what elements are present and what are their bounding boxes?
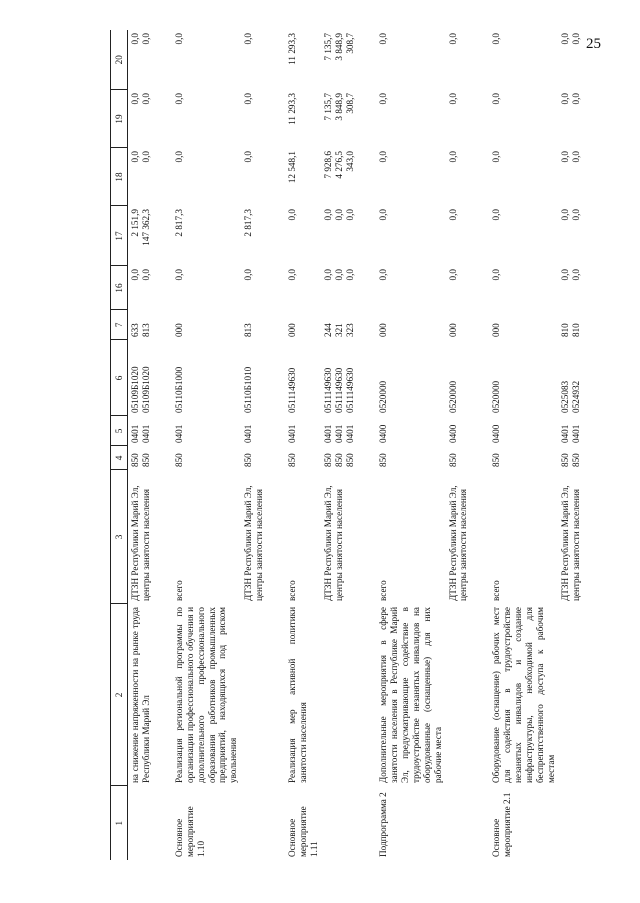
activity-name-cell: Дополнительные мероприятия в сфере занятости населения в Республике Марий Эл, предусматривающие содействие в трудоустройстве незанятых инвалидов на оборудованные (оснащенные) для них рабочие места — [378, 607, 443, 783]
amount-value: 308,7 — [345, 33, 356, 54]
amount-cell — [154, 206, 241, 266]
activity-code-cell — [446, 786, 472, 860]
col-header: 3 — [111, 470, 128, 604]
activity-name-cell — [241, 604, 267, 786]
budget-code-cell — [321, 340, 358, 416]
amount-value: 3 848,9 — [334, 33, 345, 61]
amount-value: 0,0 — [378, 269, 389, 281]
budget-code-cell — [267, 340, 322, 416]
amount-value: 0,0 — [334, 209, 345, 221]
amount-cell — [558, 206, 584, 266]
amount-value: 0,0 — [174, 93, 184, 105]
budget-code-cell — [358, 310, 445, 340]
col-header: 6 — [111, 340, 128, 416]
amount-value: 0,0 — [334, 269, 345, 281]
code-value: 0511149630 — [323, 367, 334, 413]
code-value: 0401 — [560, 424, 571, 443]
code-value: 0401 — [130, 424, 140, 443]
code-value: 850 — [174, 453, 184, 467]
amount-value: 0,0 — [130, 269, 140, 281]
amount-value: 0,0 — [571, 93, 582, 105]
amount-cell — [446, 30, 472, 90]
col-header: 20 — [111, 30, 128, 90]
col-header: 7 — [111, 310, 128, 340]
amount-value: 0,0 — [560, 269, 571, 281]
amount-cell — [358, 266, 445, 310]
activity-code-cell — [241, 786, 267, 860]
budget-code-cell — [358, 416, 445, 446]
amount-cell — [358, 90, 445, 148]
code-value: 0511149630 — [334, 367, 345, 413]
amount-value: 0,0 — [345, 209, 356, 221]
amount-value: 7 135,7 — [323, 93, 334, 121]
budget-table — [110, 30, 584, 860]
code-value: 0401 — [323, 424, 334, 443]
budget-code-cell — [558, 446, 584, 470]
budget-code-cell — [154, 310, 241, 340]
table-row — [321, 30, 358, 860]
amount-value: 7 135,7 — [323, 33, 334, 61]
activity-name-cell — [558, 604, 584, 786]
budget-code-cell — [358, 340, 445, 416]
amount-cell — [558, 148, 584, 206]
amount-value: 0,0 — [141, 269, 151, 281]
amount-cell — [267, 206, 322, 266]
col-header: 5 — [111, 416, 128, 446]
code-value: 850 — [378, 453, 389, 467]
amount-value: 11 293,3 — [286, 93, 297, 125]
amount-value: 0,0 — [378, 33, 389, 45]
code-value: 850 — [571, 453, 582, 467]
amount-value: 0,0 — [378, 93, 389, 105]
table-row — [446, 30, 472, 860]
table-row — [267, 30, 322, 860]
table-row — [358, 30, 445, 860]
rotated-table-container — [110, 30, 630, 860]
amount-cell — [558, 90, 584, 148]
amount-value: 0,0 — [571, 33, 582, 45]
budget-code-cell — [154, 416, 241, 446]
amount-value: 0,0 — [560, 209, 571, 221]
code-value: 850 — [560, 453, 571, 467]
amount-cell — [154, 30, 241, 90]
amount-cell — [321, 266, 358, 310]
activity-code-cell: Основное мероприятие 2.1 — [491, 792, 513, 857]
code-value: 05110Б1010 — [243, 366, 254, 413]
amount-value: 0,0 — [447, 93, 458, 105]
amount-value: 0,0 — [243, 93, 254, 105]
col-header: 19 — [111, 90, 128, 148]
amount-value: 0,0 — [378, 151, 389, 163]
code-value: 000 — [286, 323, 297, 337]
code-value: 0520000 — [491, 380, 502, 413]
code-value: 0400 — [447, 424, 458, 443]
code-value: 810 — [560, 323, 571, 337]
budget-code-cell — [154, 340, 241, 416]
activity-code-cell: Основное мероприятие 1.10 — [174, 806, 206, 857]
code-value: 850 — [130, 453, 140, 467]
budget-code-cell — [446, 416, 472, 446]
amount-value: 0,0 — [323, 269, 334, 281]
amount-value: 0,0 — [447, 151, 458, 163]
activity-name-cell — [446, 604, 472, 786]
code-value: 850 — [447, 453, 458, 467]
activity-name-cell: на снижение напряженности на рынке труда Республики Марий Эл — [130, 607, 151, 783]
amount-cell — [358, 30, 445, 90]
budget-code-cell — [241, 446, 267, 470]
amount-value: 0,0 — [571, 269, 582, 281]
responsible-cell: ДТЗН Республики Марий Эл, центры занятости населения — [323, 485, 345, 601]
budget-code-cell — [321, 446, 358, 470]
amount-cell — [154, 90, 241, 148]
activity-name-cell: Реализация мер активной политики занятости населения — [286, 607, 308, 783]
budget-code-cell — [446, 310, 472, 340]
amount-cell — [321, 148, 358, 206]
amount-value: 147 362,3 — [141, 209, 151, 246]
amount-value: 0,0 — [491, 93, 502, 105]
code-value: 0520000 — [447, 380, 458, 413]
code-value: 0525083 — [560, 380, 571, 413]
activity-code-cell — [558, 786, 584, 860]
amount-value: 4 276,5 — [334, 151, 345, 179]
col-header: 16 — [111, 266, 128, 310]
amount-value: 0,0 — [243, 151, 254, 163]
amount-cell — [446, 266, 472, 310]
amount-cell — [446, 148, 472, 206]
code-value: 850 — [286, 453, 297, 467]
amount-cell — [128, 30, 155, 90]
code-value: 321 — [334, 323, 345, 337]
code-value: 000 — [378, 323, 389, 337]
amount-cell — [471, 148, 558, 206]
budget-code-cell — [128, 416, 155, 446]
amount-cell — [267, 148, 322, 206]
code-value: 000 — [447, 323, 458, 337]
activity-code-cell: Подпрограмма 2 — [378, 792, 389, 857]
code-value: 0400 — [491, 424, 502, 443]
code-value: 850 — [491, 453, 502, 467]
code-value: 000 — [491, 323, 502, 337]
amount-value: 308,7 — [345, 93, 356, 114]
budget-code-cell — [558, 416, 584, 446]
activity-code-cell — [321, 786, 358, 860]
code-value: 0511149630 — [286, 367, 297, 413]
table-row — [471, 30, 558, 860]
amount-value: 0,0 — [560, 33, 571, 45]
responsible-cell: ДТЗН Республики Марий Эл, центры занятости населения — [447, 485, 469, 601]
amount-cell — [558, 266, 584, 310]
col-header: 17 — [111, 206, 128, 266]
amount-value: 0,0 — [560, 151, 571, 163]
code-value: 0401 — [243, 424, 254, 443]
amount-value: 11 293,3 — [286, 33, 297, 65]
code-value: 0401 — [141, 424, 151, 443]
header-row — [111, 30, 128, 860]
amount-cell — [154, 148, 241, 206]
amount-cell — [558, 30, 584, 90]
code-value: 323 — [345, 323, 356, 337]
amount-value: 0,0 — [174, 269, 184, 281]
amount-value: 3 848,9 — [334, 93, 345, 121]
budget-code-cell — [128, 340, 155, 416]
amount-cell — [267, 266, 322, 310]
col-header: 18 — [111, 148, 128, 206]
code-value: 05109Б1020 — [130, 366, 140, 413]
code-value: 0520000 — [378, 380, 389, 413]
amount-cell — [241, 206, 267, 266]
activity-code-cell: Основное мероприятие 1.11 — [286, 806, 319, 857]
budget-code-cell — [267, 446, 322, 470]
budget-code-cell — [241, 310, 267, 340]
budget-code-cell — [241, 340, 267, 416]
budget-code-cell — [471, 416, 558, 446]
col-header: 4 — [111, 446, 128, 470]
code-value: 850 — [243, 453, 254, 467]
amount-cell — [267, 30, 322, 90]
amount-cell — [321, 30, 358, 90]
activity-name-cell: Реализация региональной программы по организации профессионального обучения и дополнительного профессионального образования работников промышленных предприятий, находящихся под риском увольнения — [174, 607, 239, 783]
amount-value: 0,0 — [286, 269, 297, 281]
budget-code-cell — [267, 310, 322, 340]
amount-cell — [321, 90, 358, 148]
amount-value: 0,0 — [130, 33, 140, 45]
table-row — [558, 30, 584, 860]
amount-cell — [128, 90, 155, 148]
amount-cell — [154, 266, 241, 310]
budget-code-cell — [471, 340, 558, 416]
amount-value: 12 548,1 — [286, 151, 297, 184]
budget-code-cell — [321, 310, 358, 340]
code-value: 244 — [323, 323, 334, 337]
responsible-cell: всего — [491, 580, 502, 601]
amount-value: 0,0 — [174, 151, 184, 163]
code-value: 813 — [141, 323, 151, 337]
amount-cell — [241, 148, 267, 206]
responsible-cell: всего — [378, 580, 389, 601]
amount-value: 0,0 — [286, 209, 297, 221]
amount-cell — [471, 90, 558, 148]
budget-code-cell — [267, 416, 322, 446]
code-value: 000 — [174, 323, 184, 337]
code-value: 0524932 — [571, 380, 582, 413]
amount-cell — [446, 90, 472, 148]
responsible-cell: всего — [174, 580, 184, 601]
code-value: 813 — [243, 323, 254, 337]
budget-code-cell — [358, 446, 445, 470]
code-value: 0401 — [345, 424, 356, 443]
col-header: 2 — [111, 604, 128, 786]
amount-value: 0,0 — [130, 93, 140, 105]
budget-code-cell — [446, 340, 472, 416]
amount-value: 0,0 — [571, 151, 582, 163]
amount-value: 0,0 — [447, 209, 458, 221]
amount-value: 0,0 — [130, 151, 140, 163]
amount-value: 0,0 — [141, 33, 151, 45]
amount-value: 2 817,3 — [243, 209, 254, 237]
amount-value: 343,0 — [345, 151, 356, 172]
amount-value: 0,0 — [243, 269, 254, 281]
code-value: 850 — [334, 453, 345, 467]
amount-value: 0,0 — [378, 209, 389, 221]
amount-value: 0,0 — [571, 209, 582, 221]
amount-cell — [128, 148, 155, 206]
budget-code-cell — [558, 310, 584, 340]
amount-value: 0,0 — [491, 209, 502, 221]
amount-value: 0,0 — [323, 209, 334, 221]
code-value: 810 — [571, 323, 582, 337]
budget-code-cell — [321, 416, 358, 446]
table-row — [154, 30, 241, 860]
table-row — [241, 30, 267, 860]
code-value: 0401 — [174, 424, 184, 443]
code-value: 0400 — [378, 424, 389, 443]
code-value: 0511149630 — [345, 367, 356, 413]
code-value: 05109Б1020 — [141, 366, 151, 413]
amount-value: 0,0 — [174, 33, 184, 45]
col-header: 1 — [111, 786, 128, 860]
page-number: 25 — [586, 36, 601, 52]
code-value: 0401 — [286, 424, 297, 443]
code-value: 0401 — [571, 424, 582, 443]
amount-value: 0,0 — [141, 93, 151, 105]
budget-code-cell — [558, 340, 584, 416]
amount-cell — [128, 206, 155, 266]
amount-value: 0,0 — [447, 33, 458, 45]
amount-value: 0,0 — [560, 93, 571, 105]
table-row — [128, 30, 155, 860]
amount-value: 0,0 — [491, 269, 502, 281]
code-value: 850 — [141, 453, 151, 467]
amount-value: 0,0 — [491, 151, 502, 163]
code-value: 850 — [323, 453, 334, 467]
responsible-cell: всего — [286, 580, 297, 601]
budget-code-cell — [128, 446, 155, 470]
responsible-cell: ДТЗН Республики Марий Эл, центры занятости населения — [243, 485, 265, 601]
amount-value: 0,0 — [243, 33, 254, 45]
amount-cell — [321, 206, 358, 266]
budget-code-cell — [471, 446, 558, 470]
budget-code-cell — [446, 446, 472, 470]
amount-value: 2 151,9 — [130, 209, 140, 237]
amount-cell — [241, 266, 267, 310]
table-header — [111, 30, 128, 860]
activity-code-cell — [128, 786, 155, 860]
table-body — [128, 30, 585, 860]
amount-cell — [358, 206, 445, 266]
amount-value: 0,0 — [345, 269, 356, 281]
amount-value: 0,0 — [447, 269, 458, 281]
amount-cell — [267, 90, 322, 148]
activity-name-cell — [321, 604, 358, 786]
amount-cell — [446, 206, 472, 266]
amount-cell — [241, 30, 267, 90]
amount-cell — [471, 266, 558, 310]
budget-code-cell — [241, 416, 267, 446]
code-value: 05110Б1000 — [174, 366, 184, 413]
amount-value: 0,0 — [141, 151, 151, 163]
amount-cell — [241, 90, 267, 148]
activity-name-cell: Оборудование (оснащение) рабочих мест для содействия в трудоустройстве незанятых инвалидов и создание инфраструктуры, необходимой для беспрепятственного доступа к рабочим местам — [491, 607, 556, 783]
code-value: 0401 — [334, 424, 345, 443]
responsible-cell: ДТЗН Республики Марий Эл, центры занятости населения — [130, 485, 151, 601]
budget-code-cell — [154, 446, 241, 470]
amount-cell — [358, 148, 445, 206]
amount-cell — [128, 266, 155, 310]
code-value: 850 — [345, 453, 356, 467]
amount-value: 7 928,6 — [323, 151, 334, 179]
amount-value: 0,0 — [491, 33, 502, 45]
amount-cell — [471, 206, 558, 266]
amount-cell — [471, 30, 558, 90]
amount-value: 2 817,3 — [174, 209, 184, 237]
code-value: 633 — [130, 323, 140, 337]
budget-code-cell — [128, 310, 155, 340]
responsible-cell: ДТЗН Республики Марий Эл, центры занятости населения — [560, 485, 582, 601]
budget-code-cell — [471, 310, 558, 340]
